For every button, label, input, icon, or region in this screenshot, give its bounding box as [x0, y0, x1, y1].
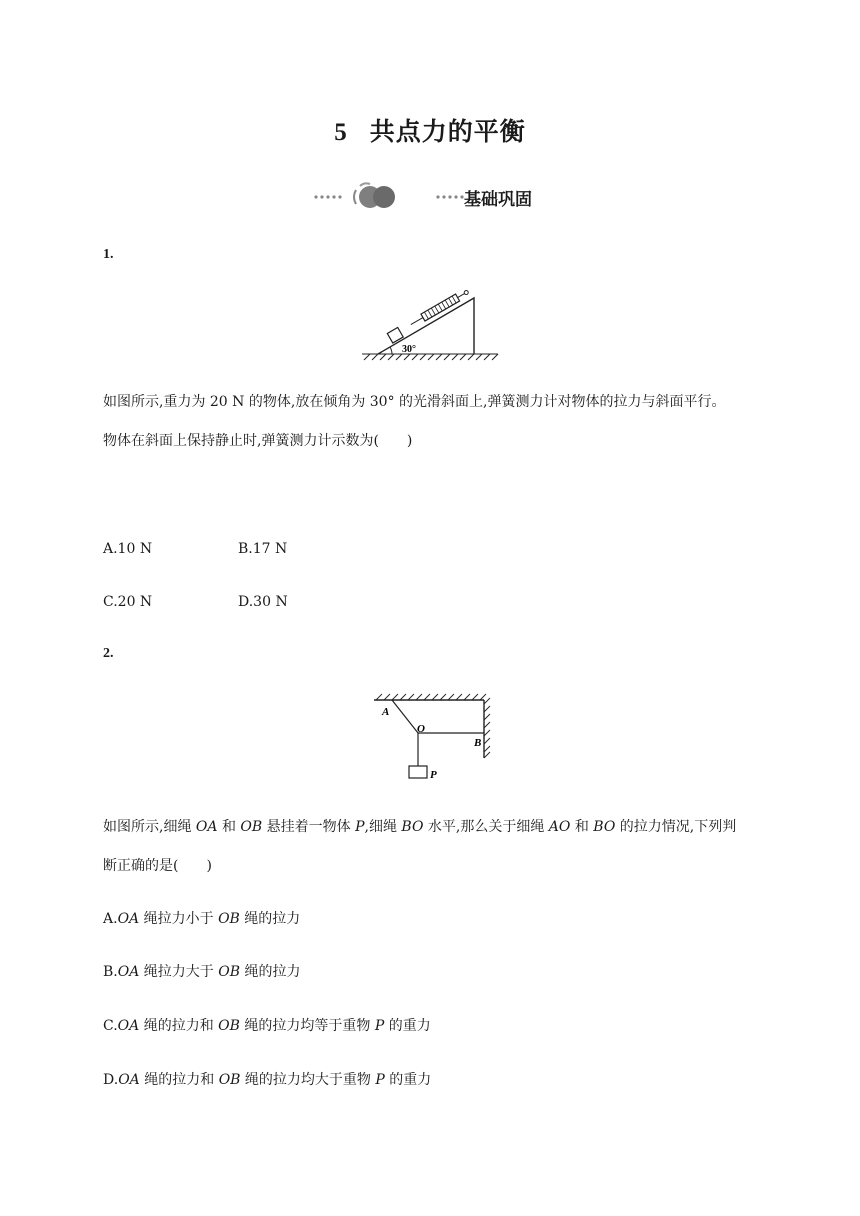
- point-label-b: B: [474, 737, 482, 749]
- answer-option[interactable]: C.20 N: [103, 594, 153, 610]
- question-stem-line: 如图所示,细绳 OA 和 OB 悬挂着一物体 P,细绳 BO 水平,那么关于细绳 AO 和 BO 的拉力情况,下列判: [103, 819, 737, 835]
- answer-option[interactable]: D.OA 绳的拉力和 OB 绳的拉力均大于重物 P 的重力: [103, 1072, 432, 1088]
- point-label-o: O: [417, 723, 425, 735]
- answer-option[interactable]: B.OA 绳拉力大于 OB 绳的拉力: [103, 964, 301, 980]
- section-banner-decoration: [312, 180, 572, 214]
- answer-option[interactable]: C.OA 绳的拉力和 OB 绳的拉力均等于重物 P 的重力: [103, 1018, 431, 1034]
- question-stem-line: 物体在斜面上保持静止时,弹簧测力计示数为( ): [103, 433, 413, 449]
- weight-label-p: P: [430, 769, 437, 781]
- question-number: 2.: [103, 646, 114, 661]
- point-label-a: A: [382, 706, 390, 718]
- lesson-number: 5: [334, 119, 348, 146]
- answer-option[interactable]: D.30 N: [238, 594, 288, 610]
- question-stem-line: 如图所示,重力为 20 N 的物体,放在倾角为 30° 的光滑斜面上,弹簧测力计对物体的拉力与斜面平行。: [103, 394, 726, 410]
- question-number: 1.: [103, 247, 114, 262]
- answer-option[interactable]: B.17 N: [238, 541, 288, 557]
- answer-option[interactable]: A.OA 绳拉力小于 OB 绳的拉力: [103, 911, 301, 927]
- lesson-title: 共点力的平衡: [369, 117, 526, 146]
- section-label: 基础巩固: [464, 190, 532, 210]
- answer-option[interactable]: A.10 N: [103, 541, 153, 557]
- incline-spring-figure: [358, 290, 502, 362]
- question-stem-line: 断正确的是( ): [103, 858, 212, 874]
- rope-suspension-figure: [370, 692, 494, 786]
- page-title: [0, 112, 860, 148]
- angle-label: 30°: [402, 344, 416, 355]
